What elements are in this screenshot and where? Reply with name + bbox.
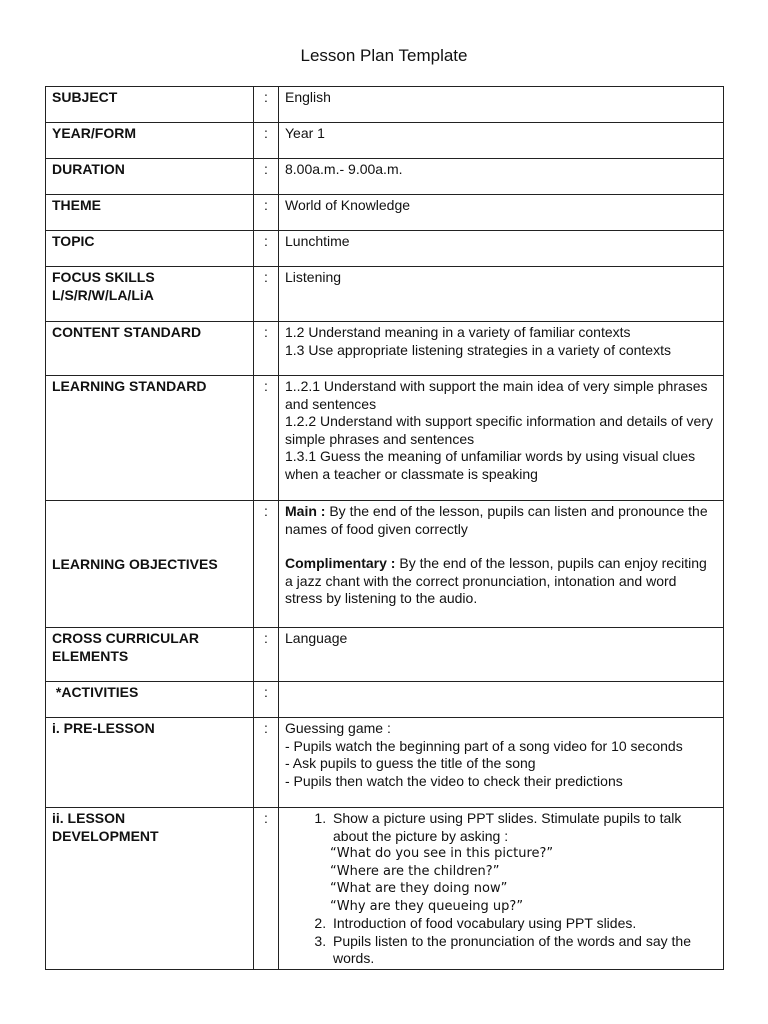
table-row [46, 628, 724, 682]
cross-curricular-label [46, 628, 254, 682]
learning-standard-line: 1.3.1 Guess the meaning of unfamiliar words by using visual clues when a teacher or classmate is speaking [285, 448, 696, 482]
table-row [46, 159, 724, 195]
question-quote: “Where are the children?” [330, 863, 500, 879]
focus-skills-label [46, 267, 254, 322]
pre-lesson-value [279, 718, 724, 808]
table-row [46, 682, 724, 718]
content-standard-value [279, 322, 724, 376]
lesson-development-label [46, 808, 254, 970]
development-steps [285, 810, 717, 845]
subject-value: English [279, 87, 724, 123]
duration-value: 8.00a.m.- 9.00a.m. [279, 159, 724, 195]
main-objective-label: Main : [285, 503, 326, 519]
learning-standard-label: LEARNING STANDARD [46, 376, 254, 501]
focus-skills-value: Listening [279, 267, 724, 322]
separator: : [254, 195, 279, 231]
development-steps-continued [285, 915, 717, 968]
focus-label-line: FOCUS SKILLS [52, 269, 155, 285]
separator: : [254, 123, 279, 159]
duration-label: DURATION [46, 159, 254, 195]
dev-label-line: ii. LESSON [52, 810, 126, 826]
activities-value [279, 682, 724, 718]
focus-label-line: L/S/R/W/LA/LiA [52, 286, 154, 303]
separator: : [254, 501, 279, 628]
list-item [330, 810, 717, 845]
main-objective-text: By the end of the lesson, pupils can listen and pronounce the names of food given correctly [285, 503, 708, 537]
separator: : [254, 267, 279, 322]
cross-label-line: ELEMENTS [52, 647, 129, 664]
year-value: Year 1 [279, 123, 724, 159]
separator: : [254, 718, 279, 808]
learning-standard-line: 1.2.2 Understand with support specific information and details of very simple phrases and sentences [285, 413, 714, 447]
table-row [46, 376, 724, 501]
list-item [330, 933, 717, 968]
year-label: YEAR/FORM [46, 123, 254, 159]
content-line: 1.2 Understand meaning in a variety of familiar contexts [285, 324, 631, 340]
pre-lesson-line: - Pupils watch the beginning part of a song video for 10 seconds [285, 737, 683, 754]
topic-label: TOPIC [46, 231, 254, 267]
separator: : [254, 628, 279, 682]
lesson-plan-table [45, 86, 724, 970]
complimentary-objective [285, 555, 717, 608]
complimentary-objective-label: Complimentary : [285, 555, 396, 571]
pre-lesson-line: Guessing game : [285, 720, 391, 736]
table-row [46, 501, 724, 628]
table-row [46, 195, 724, 231]
separator: : [254, 376, 279, 501]
pre-lesson-line: - Ask pupils to guess the title of the song [285, 755, 536, 771]
learning-standard-value [279, 376, 724, 501]
learning-objectives-label: LEARNING OBJECTIVES [46, 501, 254, 628]
table-row [46, 267, 724, 322]
question-quote: “What are they doing now” [330, 881, 508, 896]
learning-standard-line: 1..2.1 Understand with support the main idea of very simple phrases and sentences [285, 378, 708, 412]
page-title: Lesson Plan Template [300, 46, 468, 65]
separator: : [254, 682, 279, 718]
content-line: 1.3 Use appropriate listening strategies in a variety of contexts [285, 341, 671, 358]
cross-label-line: CROSS CURRICULAR [52, 630, 199, 646]
topic-value: Lunchtime [279, 231, 724, 267]
list-item [330, 915, 717, 933]
pre-lesson-line: - Pupils then watch the video to check their predictions [285, 772, 623, 789]
lesson-development-value [279, 808, 724, 970]
separator: : [254, 87, 279, 123]
table-row [46, 808, 724, 970]
content-standard-label: CONTENT STANDARD [46, 322, 254, 376]
main-objective [285, 503, 717, 538]
complimentary-objective-text: By the end of the lesson, pupils can enjoy reciting a jazz chant with the correct pronunciation, intonation and word stress by listening to the audio. [285, 555, 707, 606]
separator: : [254, 231, 279, 267]
cross-curricular-value: Language [279, 628, 724, 682]
table-row [46, 87, 724, 123]
table-row [46, 322, 724, 376]
dev-label-line: DEVELOPMENT [52, 827, 159, 844]
question-quote: “What do you see in this picture?” [330, 846, 554, 861]
step-text: Pupils listen to the pronunciation of the words and say the words. [333, 932, 691, 966]
separator: : [254, 159, 279, 195]
activities-label: *ACTIVITIES [46, 682, 254, 718]
subject-label: SUBJECT [46, 87, 254, 123]
table-row [46, 123, 724, 159]
table-row [46, 718, 724, 808]
theme-value: World of Knowledge [279, 195, 724, 231]
question-quote: “Why are they queueing up?” [330, 898, 524, 914]
separator: : [254, 322, 279, 376]
step-text: Show a picture using PPT slides. Stimulate pupils to talk about the picture by asking : [333, 810, 682, 844]
step-text: Introduction of food vocabulary using PPT slides. [333, 915, 637, 931]
theme-label: THEME [46, 195, 254, 231]
pre-lesson-label: i. PRE-LESSON [46, 718, 254, 808]
separator: : [254, 808, 279, 970]
learning-objectives-value [279, 501, 724, 628]
table-row [46, 231, 724, 267]
